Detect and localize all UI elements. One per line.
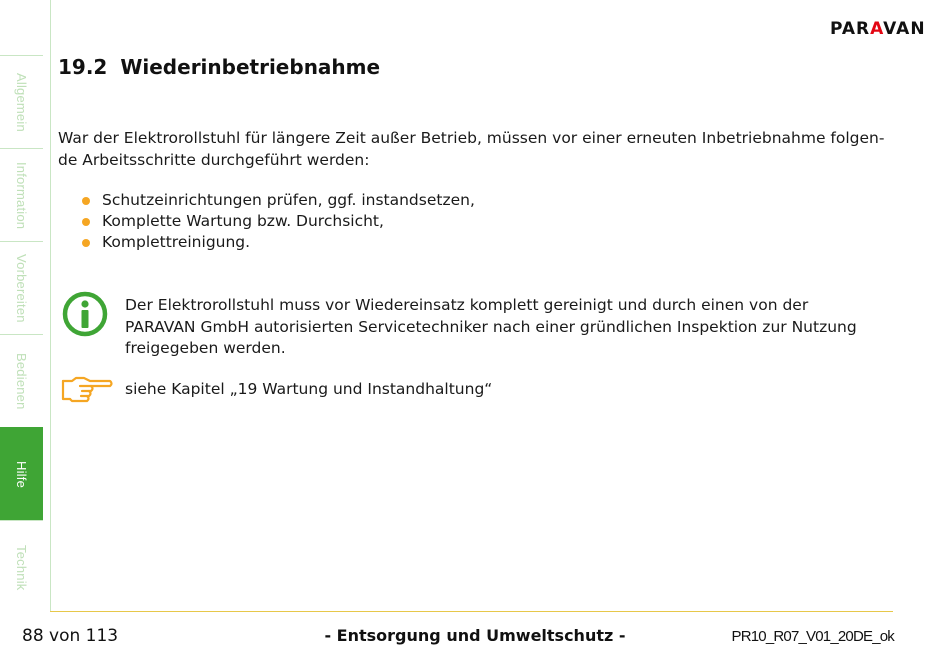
tab-label: Bedienen	[14, 353, 29, 410]
list-item	[80, 211, 475, 232]
section-number: 19.2	[58, 55, 108, 79]
intro-line: War der Elektrorollstuhl für längere Zeit außer Betrieb, müssen vor einer erneuten Inbetriebnahme folgen-	[58, 129, 885, 147]
info-notice-text	[125, 295, 885, 360]
page-number: 88 von 113	[22, 626, 119, 646]
bullet-icon	[82, 197, 90, 205]
logo-text-start: PAR	[830, 19, 871, 39]
footer-divider	[50, 611, 893, 612]
chapter-title: - Entsorgung und Umweltschutz -	[324, 626, 626, 645]
paravan-logo	[830, 21, 926, 38]
tab-vorbereiten[interactable]	[0, 241, 43, 335]
tab-label: Information	[14, 161, 29, 230]
sidebar-divider	[50, 0, 51, 611]
logo-text-end: VAN	[883, 19, 926, 39]
document-code: PR10_R07_V01_20DE_ok	[731, 628, 894, 645]
info-line: freigegeben werden.	[125, 339, 286, 357]
tab-allgemein[interactable]	[0, 55, 43, 149]
chapter-tab-strip	[0, 55, 43, 613]
intro-line: de Arbeitsschritte durchgeführt werden:	[58, 151, 370, 169]
list-item-text: Komplettreinigung.	[102, 233, 251, 251]
step-list	[80, 190, 475, 253]
tab-information[interactable]	[0, 148, 43, 242]
info-line: PARAVAN GmbH autorisierten Servicetechniker nach einer gründlichen Inspektion zur Nutzung	[125, 317, 857, 336]
tab-label: Allgemein	[14, 73, 29, 132]
pointing-hand-icon	[60, 375, 114, 409]
info-icon	[62, 291, 108, 341]
bullet-icon	[82, 239, 90, 247]
info-line: Der Elektrorollstuhl muss vor Wiedereinsatz komplett gereinigt und durch einen von der	[125, 296, 809, 314]
section-title-text: Wiederinbetriebnahme	[120, 55, 381, 79]
reference-text: siehe Kapitel „19 Wartung und Instandhaltung“	[125, 380, 493, 398]
tab-label: Technik	[14, 544, 29, 591]
tab-label: Vorbereiten	[14, 254, 29, 323]
tab-hilfe[interactable]	[0, 427, 43, 521]
tab-technik[interactable]	[0, 520, 43, 614]
bullet-icon	[82, 218, 90, 226]
list-item	[80, 190, 475, 211]
list-item	[80, 232, 475, 253]
tab-label: Hilfe	[14, 460, 29, 488]
tab-bedienen[interactable]	[0, 334, 43, 428]
section-title	[58, 55, 380, 79]
list-item-text: Schutzeinrichtungen prüfen, ggf. instandsetzen,	[102, 191, 475, 209]
logo-text-accent: A	[870, 19, 884, 39]
list-item-text: Komplette Wartung bzw. Durchsicht,	[102, 212, 384, 230]
intro-paragraph	[58, 127, 888, 171]
